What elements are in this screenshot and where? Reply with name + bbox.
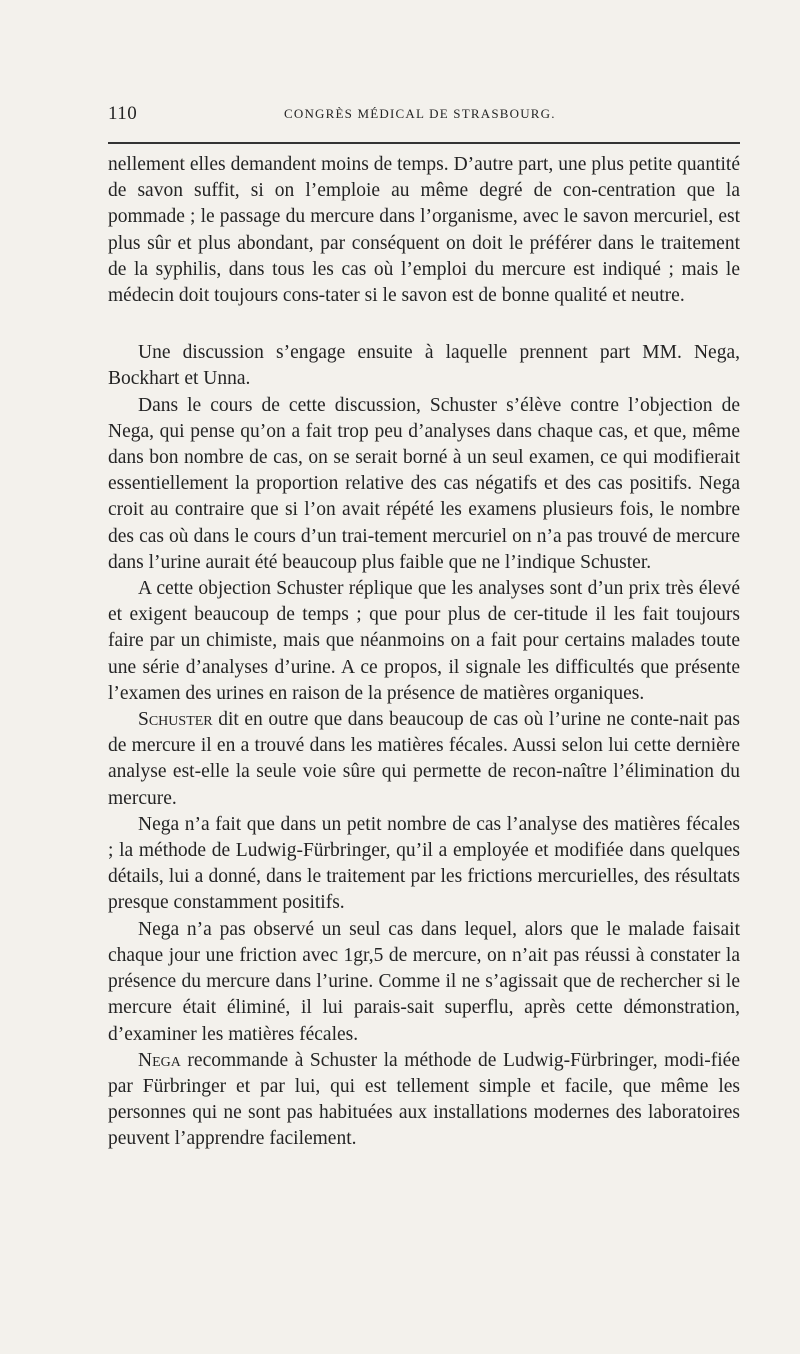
paragraph-8 xyxy=(108,1048,740,1153)
page-number: 110 xyxy=(108,103,138,124)
page-header xyxy=(108,103,740,129)
paragraph-5-text: dit en outre que dans beaucoup de cas où l’urine ne conte-nait pas de mercure il en a trouvé dans les matières fécales. Aussi selon lui cette dernière analyse est-elle la seule voie sûre qui permette de recon-naître l’élimination du mercure. xyxy=(108,709,740,809)
paragraph-2: Une discussion s’engage ensuite à laquelle prennent part MM. Nega, Bockhart et Unna. xyxy=(108,342,740,390)
paragraph-5 xyxy=(108,707,740,812)
paragraph-4: A cette objection Schuster réplique que les analyses sont d’un prix très élevé et exigent beaucoup de temps ; que pour plus de cer-titude il les fait toujours faire par un chimiste, mais que néanmoins on a fait pour certains malades toute une série d’analyses d’urine. A ce propos, il signale les difficultés que présente l’examen des urines en raison de la présence de matières organiques. xyxy=(108,578,740,704)
paragraph-8-lead: Nega xyxy=(138,1049,181,1071)
running-head: CONGRÈS MÉDICAL DE STRASBOURG. xyxy=(284,106,556,121)
paragraph-1: nellement elles demandent moins de temps. D’autre part, une plus petite quantité de savon suffit, si on l’emploie au même degré de con-centration que la pommade ; le passage du mercure dans l’organisme, avec le savon mercuriel, est plus sûr et plus abondant, par conséquent on doit le préférer dans le traitement de la syphilis, dans tous les cas où l’emploi du mercure est indiqué ; mais le médecin doit toujours cons-tater si le savon est de bonne qualité et neutre. xyxy=(108,154,740,307)
paragraph-8-text: recommande à Schuster la méthode de Ludwig-Fürbringer, modi-fiée par Fürbringer et par lui, qui est tellement simple et facile, que même les personnes qui ne sont pas habituées aux installations modernes des laboratoires peuvent l’apprendre facilement. xyxy=(108,1049,740,1150)
paragraph-5-lead: Schuster xyxy=(138,709,213,731)
paragraph-3: Dans le cours de cette discussion, Schuster s’élève contre l’objection de Nega, qui pense qu’on a fait trop peu d’analyses dans chaque cas, et que, même dans bon nombre de cas, on se serait borné à un seul examen, ce qui modifierait essentiellement la proportion relative des cas négatifs et des cas positifs. Nega croit au contraire que si l’on avait répété les examens plusieurs fois, le nombre des cas où dans le cours d’un trai-tement mercuriel on n’a pas trouvé de mercure dans l’urine aurait été beaucoup plus faible que ne l’indique Schuster. xyxy=(108,394,740,573)
paragraph-6: Nega n’a fait que dans un petit nombre de cas l’analyse des matières fécales ; la méthode de Ludwig-Fürbringer, qu’il a employée et modifiée dans quelques détails, lui a donné, dans le traitement par les frictions mercurielles, des résultats presque constamment positifs. xyxy=(108,813,740,914)
paragraph-7: Nega n’a pas observé un seul cas dans lequel, alors que le malade faisait chaque jour une friction avec 1gr,5 de mercure, on n’ait pas réussi à constater la présence du mercure dans l’urine. Comme il ne s’agissait que de rechercher si le mercure était éliminé, il lui parais-sait superflu, après cette démonstration, d’examiner les matières fécales. xyxy=(108,918,740,1045)
header-rule xyxy=(108,142,740,144)
body-text xyxy=(108,152,740,1153)
